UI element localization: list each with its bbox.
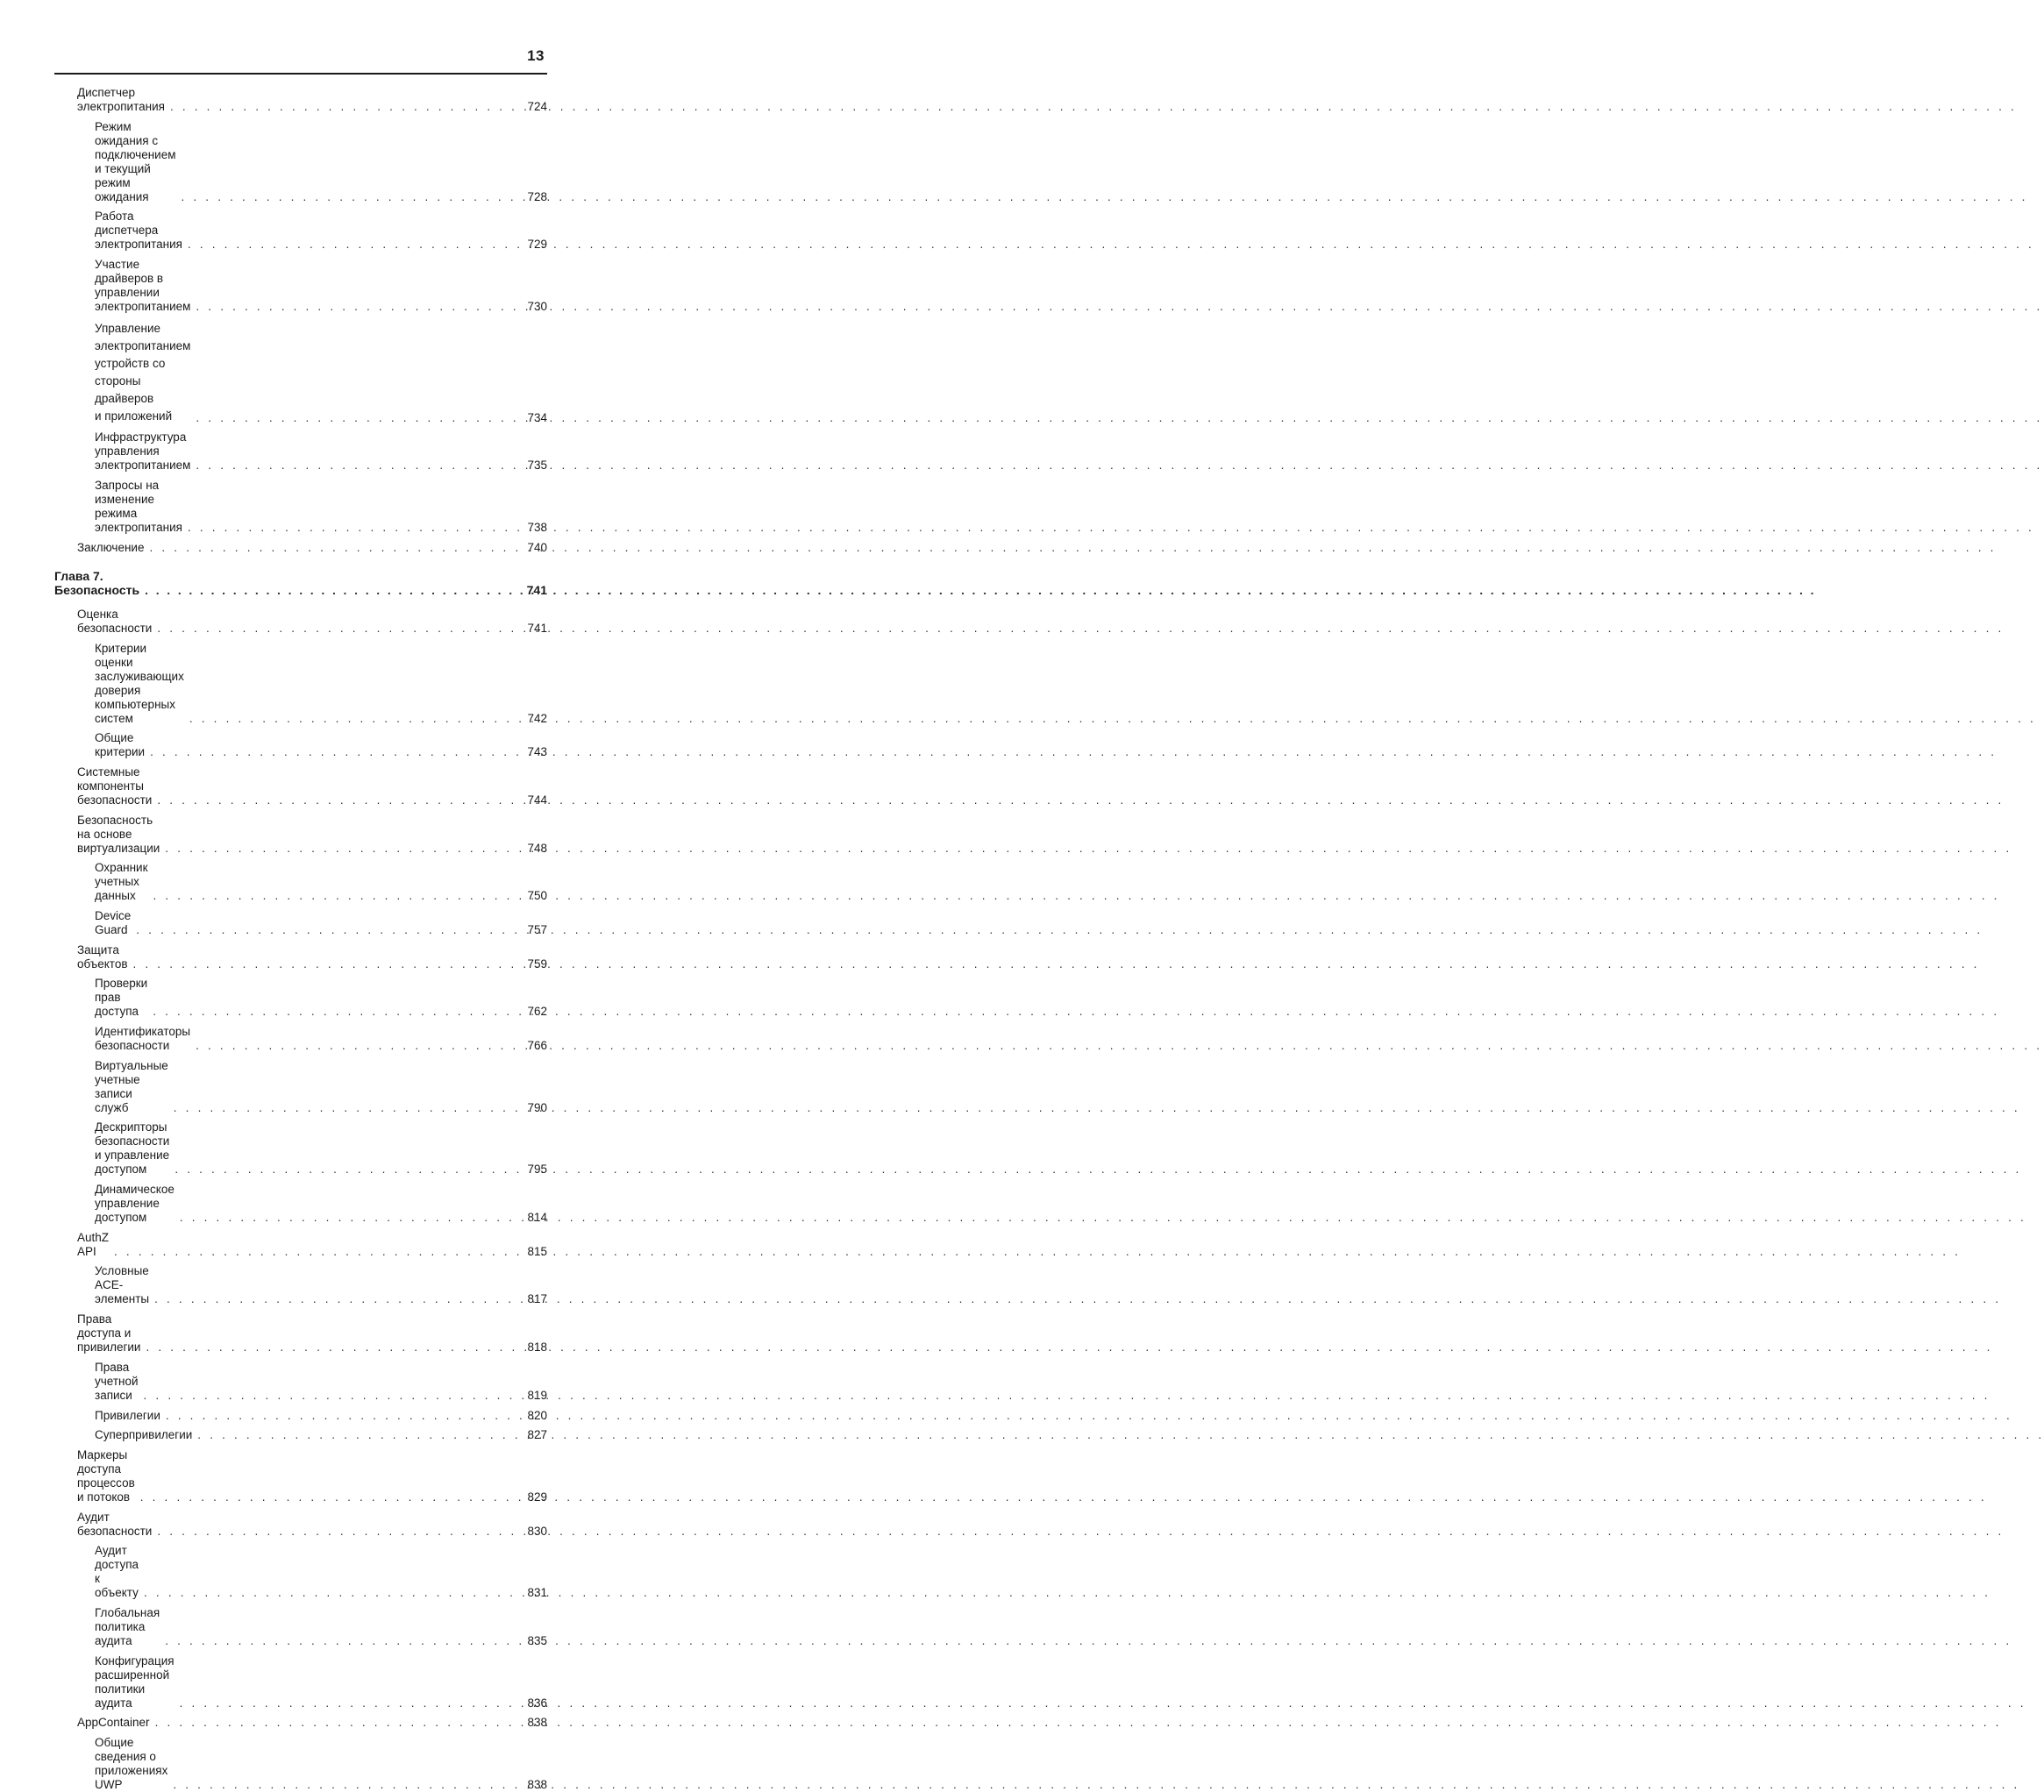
toc-entry-title: AuthZ API [77,1230,110,1258]
toc-entry-page: 744 [527,793,547,807]
dot-leader [196,411,517,425]
toc-entry-title: Работа диспетчера электропитания [95,210,182,252]
toc-entry-page: 728 [527,189,547,203]
toc-entry-title: Оценка безопасности [77,607,153,635]
toc-entry-title: Инфраструктура управления электропитанием [95,430,191,473]
dot-leader [165,1634,517,1648]
dot-leader [146,1340,517,1355]
toc-entry-page: 766 [527,1039,547,1052]
toc-entry [54,861,547,903]
toc-entry-page: 762 [527,1005,547,1019]
toc-entry-page: 790 [527,1100,547,1114]
toc-entry [54,1120,547,1177]
toc-entry [54,86,547,114]
toc-entry-page: 741 [527,621,547,635]
dot-leader [196,1039,517,1053]
toc-entry-title: Режим ожидания с подключением и текущий режим ожидания [95,119,176,203]
toc-entry-title: Безопасность на основе виртуализации [77,813,160,855]
toc-entry-title: Проверки прав доступа [95,977,148,1019]
toc-entry [54,1361,547,1403]
toc-entry-page: 815 [527,1244,547,1258]
page-number: 13 [527,47,545,64]
toc-entry [54,1312,547,1355]
dot-leader [157,622,517,636]
toc-entry [54,430,547,473]
toc-entry-page: 795 [527,1163,547,1177]
toc-entry-page: 735 [527,459,547,473]
toc-entry-page: 738 [527,521,547,535]
toc-entry [54,1654,547,1710]
toc-entry [54,731,547,759]
toc-entry [54,1264,547,1306]
toc-entry [54,1231,547,1259]
toc-entry-title: Права доступа и привилегии [77,1312,141,1355]
toc-entry [54,943,547,971]
toc-entry [54,765,547,807]
toc-entry-page: 741 [526,582,547,597]
toc-entry-title: Системные компоненты безопасности [77,764,153,807]
toc-entry [54,1059,547,1115]
toc-entry-title: Участие драйверов в управлении электропитанием [95,258,191,314]
toc-entry-page: 740 [527,540,547,554]
chapter-entry [54,569,547,597]
toc-entry-page: 759 [527,956,547,971]
toc-entry [54,1409,547,1423]
toc-entry-page: 819 [527,1388,547,1402]
toc-entry-title: Аудит безопасности [77,1510,153,1538]
dot-leader [154,1292,517,1306]
dot-leader [173,1778,517,1792]
dot-leader [155,1716,517,1730]
toc-entry [54,258,547,314]
dot-leader [157,793,517,807]
toc-entry-title: Охранник учетных данных [95,861,148,903]
dot-leader [196,300,517,314]
toc-entry [54,1606,547,1648]
toc-entry-page: 743 [527,745,547,759]
dot-leader [165,842,517,856]
toc-entry [54,320,547,425]
dot-leader [136,923,517,937]
toc-entry-page: 757 [527,922,547,936]
toc-entry-page: 814 [527,1211,547,1225]
dot-leader [114,1245,517,1259]
dot-leader [174,1163,517,1177]
table-of-contents [54,86,547,1792]
dot-leader [157,1525,517,1539]
toc-entry-page: 820 [527,1408,547,1422]
dot-leader [181,190,517,204]
toc-entry-title: Виртуальные учетные записи служб [95,1058,168,1114]
toc-entry [54,479,547,535]
toc-entry [54,1511,547,1539]
dot-leader [180,1696,517,1710]
toc-entry-page: 836 [527,1696,547,1710]
dot-leader [144,1389,517,1403]
toc-entry-page: 838 [527,1778,547,1791]
toc-entry-title: Общие критерии [95,731,146,759]
toc-entry-title-line: Управление электропитанием устройств со стороны драйверов [95,321,191,405]
dot-leader [144,1586,517,1600]
toc-entry-title [95,320,190,425]
toc-entry-title: Общие сведения о приложениях UWP [95,1736,168,1791]
toc-entry [54,909,547,937]
toc-entry-title: Заключение [77,540,145,554]
dot-leader [188,238,517,252]
toc-entry-page: 734 [527,410,547,424]
toc-entry [54,814,547,856]
dot-leader [149,541,517,555]
toc-entry-title: Дескрипторы безопасности и управление доступом [95,1120,170,1177]
toc-entry-page: 729 [527,238,547,252]
dot-leader [188,521,517,535]
toc-entry-page: 742 [527,711,547,725]
header-rule [54,73,547,75]
toc-entry-page: 817 [527,1292,547,1306]
toc-entry-page: 724 [527,100,547,113]
toc-entry-title-line: и приложений [95,409,173,423]
toc-entry-page: 835 [527,1633,547,1647]
dot-leader [153,889,517,903]
dot-leader [145,583,517,597]
toc-entry-title: Глобальная политика аудита [95,1605,160,1647]
toc-entry [54,1428,547,1442]
dot-leader [189,712,517,726]
dot-leader [153,1005,517,1019]
dot-leader [196,459,517,473]
toc-entry-title: Device Guard [95,908,132,936]
dot-leader [133,957,518,971]
dot-leader [140,1490,517,1504]
toc-entry-title: Идентификаторы безопасности [95,1025,191,1052]
toc-entry [54,210,547,252]
dot-leader [150,745,517,759]
toc-entry-title: Диспетчер электропитания [77,86,165,113]
toc-entry-title: Привилегии [95,1408,160,1422]
toc-entry-page: 838 [527,1716,547,1730]
toc-entry-title: Критерии оценки заслуживающих доверия компьютерных систем [95,641,184,725]
toc-entry-title: Динамическое управление доступом [95,1183,174,1225]
toc-entry [54,1448,547,1504]
toc-entry [54,642,547,726]
toc-entry-page: 829 [527,1490,547,1504]
toc-entry-page: 831 [527,1586,547,1600]
toc-entry-title: Конфигурация расширенной политики аудита [95,1653,174,1710]
toc-entry [54,1716,547,1730]
toc-entry-page: 827 [527,1428,547,1442]
toc-entry-page: 730 [527,300,547,314]
toc-entry [54,120,547,204]
toc-entry [54,1544,547,1600]
toc-entry [54,977,547,1019]
toc-entry-page: 748 [527,841,547,855]
toc-entry [54,1025,547,1053]
toc-entry-title: Аудит доступа к объекту [95,1544,139,1600]
toc-entry [54,541,547,555]
dot-leader [170,100,517,114]
toc-entry-page: 818 [527,1340,547,1355]
toc-entry [54,1183,547,1225]
toc-entry-title: Маркеры доступа процессов и потоков [77,1447,135,1504]
dot-leader [197,1428,517,1442]
toc-entry-title: Суперпривилегии [95,1428,193,1442]
toc-entry-title: AppContainer [77,1716,150,1730]
toc-entry-title: Защита объектов [77,942,128,971]
toc-entry [54,608,547,636]
dot-leader [180,1211,517,1225]
toc-entry-title: Права учетной записи [95,1360,139,1402]
toc-entry-title: Запросы на изменение режима электропитания [95,479,182,535]
toc-entry [54,1736,547,1792]
toc-entry-page: 750 [527,889,547,903]
toc-entry-page: 830 [527,1524,547,1538]
toc-entry-title: Глава 7. Безопасность [54,568,140,597]
dot-leader [174,1101,517,1115]
dot-leader [166,1409,517,1423]
toc-entry-title: Условные ACE-элементы [95,1264,150,1306]
